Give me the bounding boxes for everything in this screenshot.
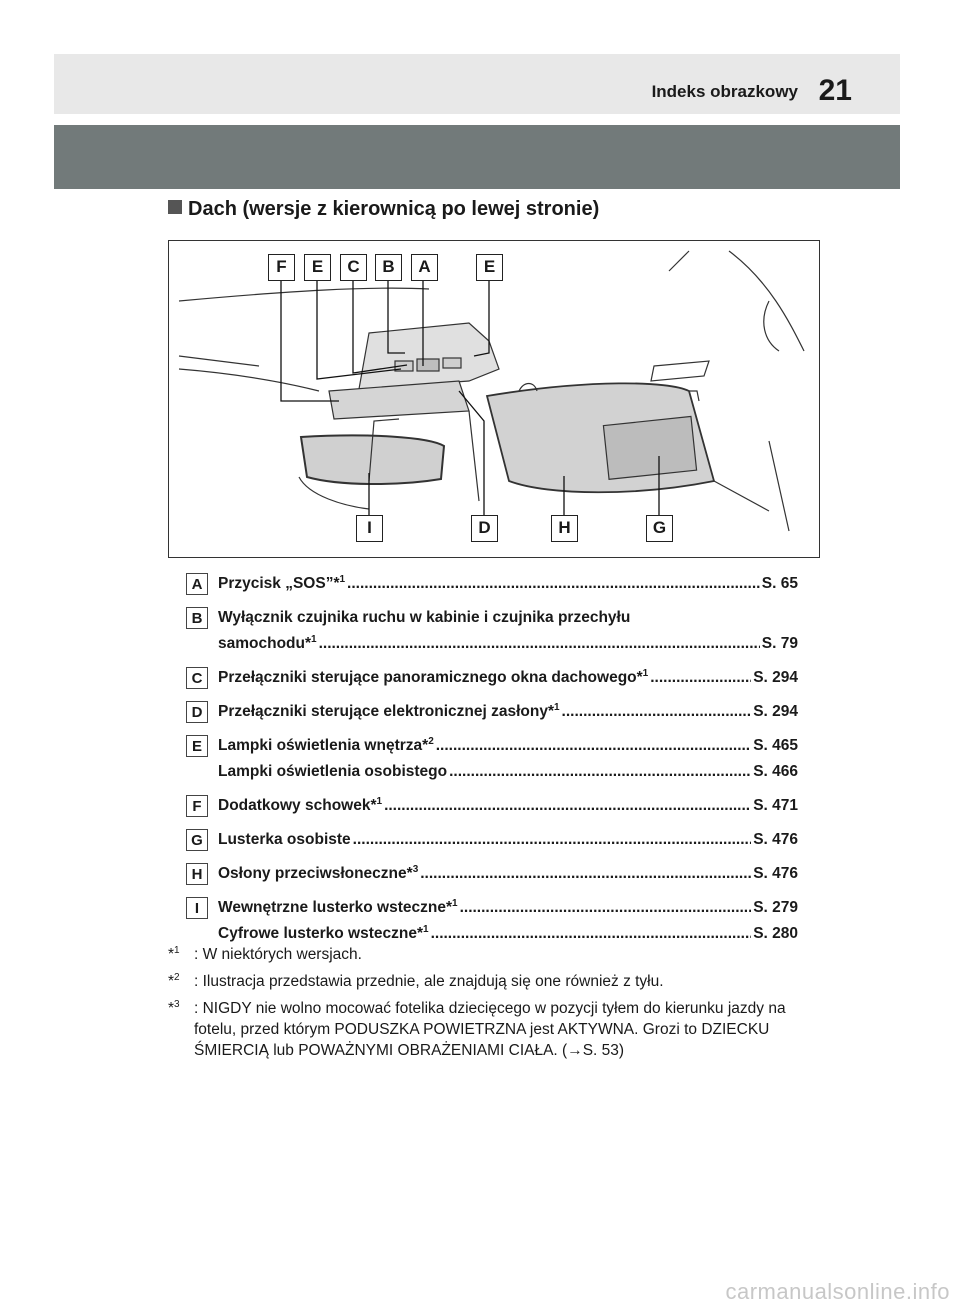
item-key: A <box>186 573 208 595</box>
page-ref[interactable]: S. 471 <box>753 797 798 814</box>
item-line: Cyfrowe lusterko wsteczne*$^1$ ..... S. 280 <box>218 923 798 945</box>
item-key: E <box>186 735 208 757</box>
list-item <box>186 795 798 817</box>
page-number: 21 <box>818 74 852 107</box>
roof-drawing <box>169 241 819 557</box>
footnote: *$^3$ : NIGDY nie wolno mocować fotelika dziecięcego w pozycji tyłem do kierunku jazdy na fotelu, przed którym PODUSZKA POWIETRZNA jest AKTYWNA. Grozi to DZIECKU ŚMIERCIĄ lub POWAŻNYMI OBRAŻENIAMI CIAŁA. (→S. 53) <box>168 999 786 1059</box>
leader-dots <box>420 863 751 885</box>
header-band <box>54 125 900 189</box>
page-ref[interactable]: S. 65 <box>761 575 798 592</box>
item-line: samochodu*$^1$ ..... S. 79 <box>218 633 798 655</box>
list-item <box>186 667 798 689</box>
item-key: H <box>186 863 208 885</box>
footnotes <box>168 944 808 1067</box>
item-line: Osłony przeciwsłoneczne*$^3$ ..... S. 476 <box>218 863 798 885</box>
list-item <box>186 701 798 723</box>
leader-dots <box>650 667 751 689</box>
item-line: Lampki oświetlenia osobistego ..... S. 466 <box>218 761 798 783</box>
page-ref[interactable]: S. 476 <box>753 865 798 882</box>
leader-dots <box>353 829 752 851</box>
item-line: Przełączniki sterujące panoramicznego okna dachowego*$^1$ ..... S. 294 <box>218 667 798 689</box>
leader-dots <box>562 701 752 723</box>
page-ref[interactable]: S. 294 <box>753 703 798 720</box>
list-item <box>186 897 798 945</box>
footnote: *$^2$ : Ilustracja przedstawia przednie, ale znajdują się one również z tyłu. <box>168 972 664 990</box>
item-key: B <box>186 607 208 629</box>
figure-label-e-right: E <box>476 254 503 281</box>
item-line: Dodatkowy schowek*$^1$ ..... S. 471 <box>218 795 798 817</box>
square-bullet-icon <box>168 200 182 214</box>
page-ref[interactable]: S. 465 <box>753 737 798 754</box>
page-ref[interactable]: S. 279 <box>753 899 798 916</box>
leader-dots <box>431 923 752 945</box>
list-item <box>186 863 798 885</box>
item-key: D <box>186 701 208 723</box>
figure-label-a: A <box>411 254 438 281</box>
header-section-title: Indeks obrazkowy <box>651 82 798 101</box>
figure-label-c: C <box>340 254 367 281</box>
leader-dots <box>460 897 752 919</box>
figure-label-h: H <box>551 515 578 542</box>
leader-dots <box>436 735 751 757</box>
watermark: carmanualsonline.info <box>725 1279 950 1304</box>
item-key: G <box>186 829 208 851</box>
leader-dots <box>319 633 760 655</box>
item-line: Przycisk „SOS”*$^1$ ..... S. 65 <box>218 573 798 595</box>
leader-dots <box>384 795 751 817</box>
page-ref[interactable]: S. 476 <box>753 831 798 848</box>
figure-label-i: I <box>356 515 383 542</box>
section-title: Dach (wersje z kierownicą po lewej stronie) <box>168 198 599 221</box>
item-line: Przełączniki sterujące elektronicznej zasłony*$^1$ ..... S. 294 <box>218 701 798 723</box>
figure-label-f: F <box>268 254 295 281</box>
page-ref[interactable]: S. 79 <box>761 635 798 652</box>
item-key: F <box>186 795 208 817</box>
list-item <box>186 735 798 783</box>
item-line: Wewnętrzne lusterko wsteczne*$^1$ ..... S. 279 <box>218 897 798 919</box>
leader-dots <box>347 573 760 595</box>
item-key: C <box>186 667 208 689</box>
roof-illustration <box>168 240 820 558</box>
figure-label-d: D <box>471 515 498 542</box>
list-item <box>186 573 798 595</box>
list-item <box>186 829 798 851</box>
list-item <box>186 607 798 655</box>
item-line: Wyłącznik czujnika ruchu w kabinie i czujnika przechyłu <box>218 609 631 626</box>
page-ref[interactable]: S. 294 <box>753 669 798 686</box>
item-line: Lampki oświetlenia wnętrza*$^2$ ..... S. 465 <box>218 735 798 757</box>
page-ref[interactable]: S. 466 <box>753 763 798 780</box>
figure-label-g: G <box>646 515 673 542</box>
item-key: I <box>186 897 208 919</box>
page-ref[interactable]: S. 280 <box>753 925 798 942</box>
footnote: *$^1$ : W niektórych wersjach. <box>168 945 362 963</box>
leader-dots <box>449 761 751 783</box>
item-list <box>186 573 798 957</box>
figure-label-b: B <box>375 254 402 281</box>
item-line: Lusterka osobiste ..... S. 476 <box>218 829 798 851</box>
figure-label-e: E <box>304 254 331 281</box>
